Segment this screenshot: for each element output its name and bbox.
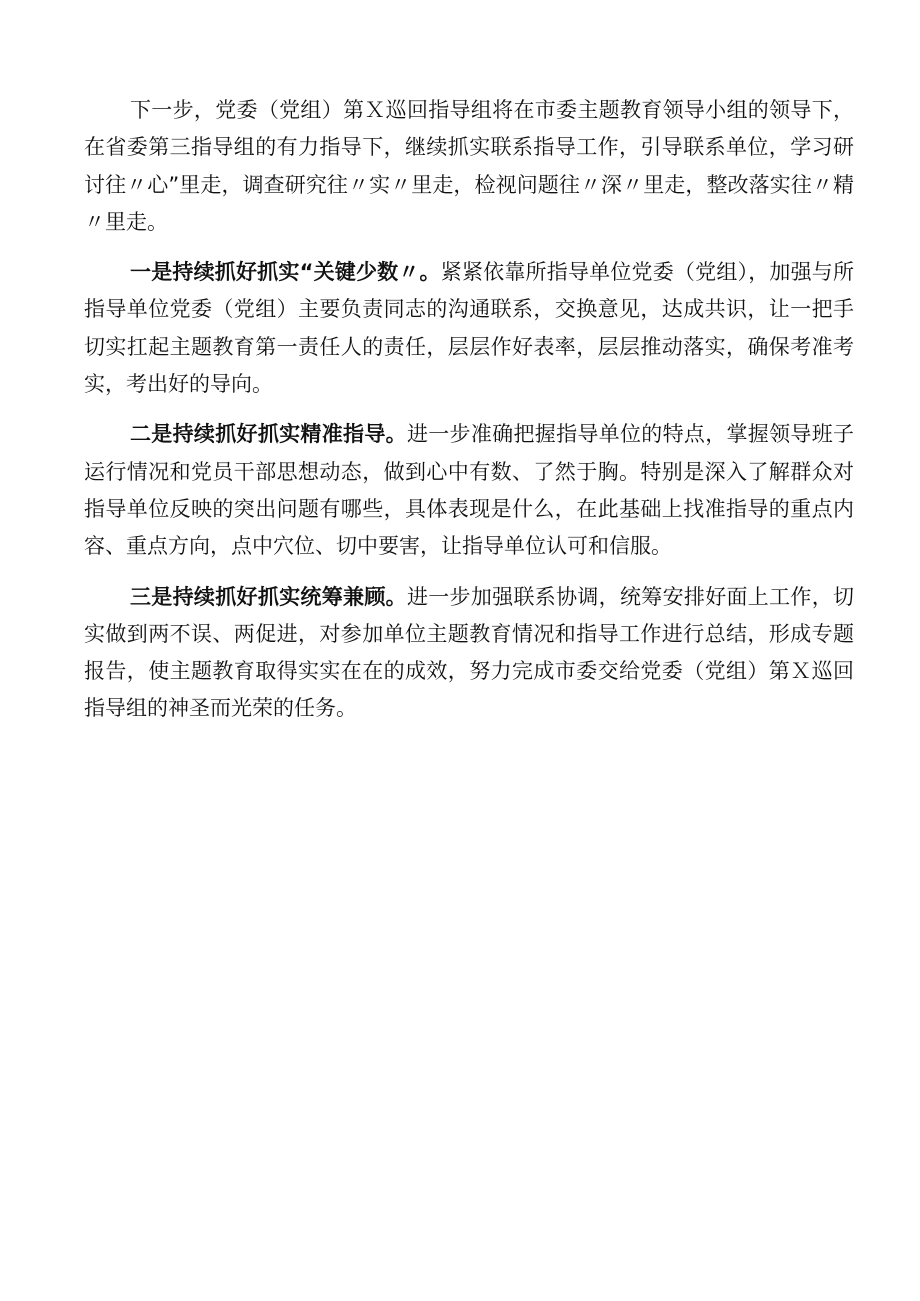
paragraph-text: 紧紧依靠所指导单位党委（党组），加强与所指导单位党委（党组）主要负责同志的沟通联系，交换意见，达成共识，让一把手切实扛起主题教育第一责任人的责任，层层作好表率，层层推动落实，确保考准考实，考出好的导向。: [84, 260, 855, 397]
paragraph-lead: 二是持续抓好抓实精准指导。: [130, 422, 407, 447]
paragraph-lead: 三是持续抓好抓实统筹兼顾。: [130, 584, 407, 609]
paragraph-next-steps: [84, 92, 854, 241]
paragraph-lead: 一是持续抓好抓实“关键少数〃。: [130, 260, 441, 285]
paragraph-text: 下一步，党委（党组）第Ｘ巡回指导组将在市委主题教育领导小组的领导下，在省委第三指导组的有力指导下，继续抓实联系指导工作，引导联系单位，学习研讨往〃心”里走，调查研究往〃实〃里走，检视问题往〃深〃里走，整改落实往〃精〃里走。: [84, 98, 854, 234]
paragraph-text: 进一步加强联系协调，统筹安排好面上工作，切实做到两不误、两促进，对参加单位主题教育情况和指导工作进行总结，形成专题报告，使主题教育取得实实在在的成效，努力完成市委交给党委（党组）第Ｘ巡回指导组的神圣而光荣的任务。: [84, 584, 855, 721]
paragraph-overall-planning: [84, 579, 854, 728]
paragraph-precise-guidance: [84, 416, 854, 565]
document-body: [84, 92, 854, 741]
paragraph-text: 进一步准确把握指导单位的特点，掌握领导班子运行情况和党员干部思想动态，做到心中有数、了然于胸。特别是深入了解群众对指导单位反映的突出问题有哪些，具体表现是什么，在此基础上找准指导的重点内容、重点方向，点中穴位、切中要害，让指导单位认可和信服。: [84, 422, 855, 559]
paragraph-key-minority: [84, 254, 854, 403]
